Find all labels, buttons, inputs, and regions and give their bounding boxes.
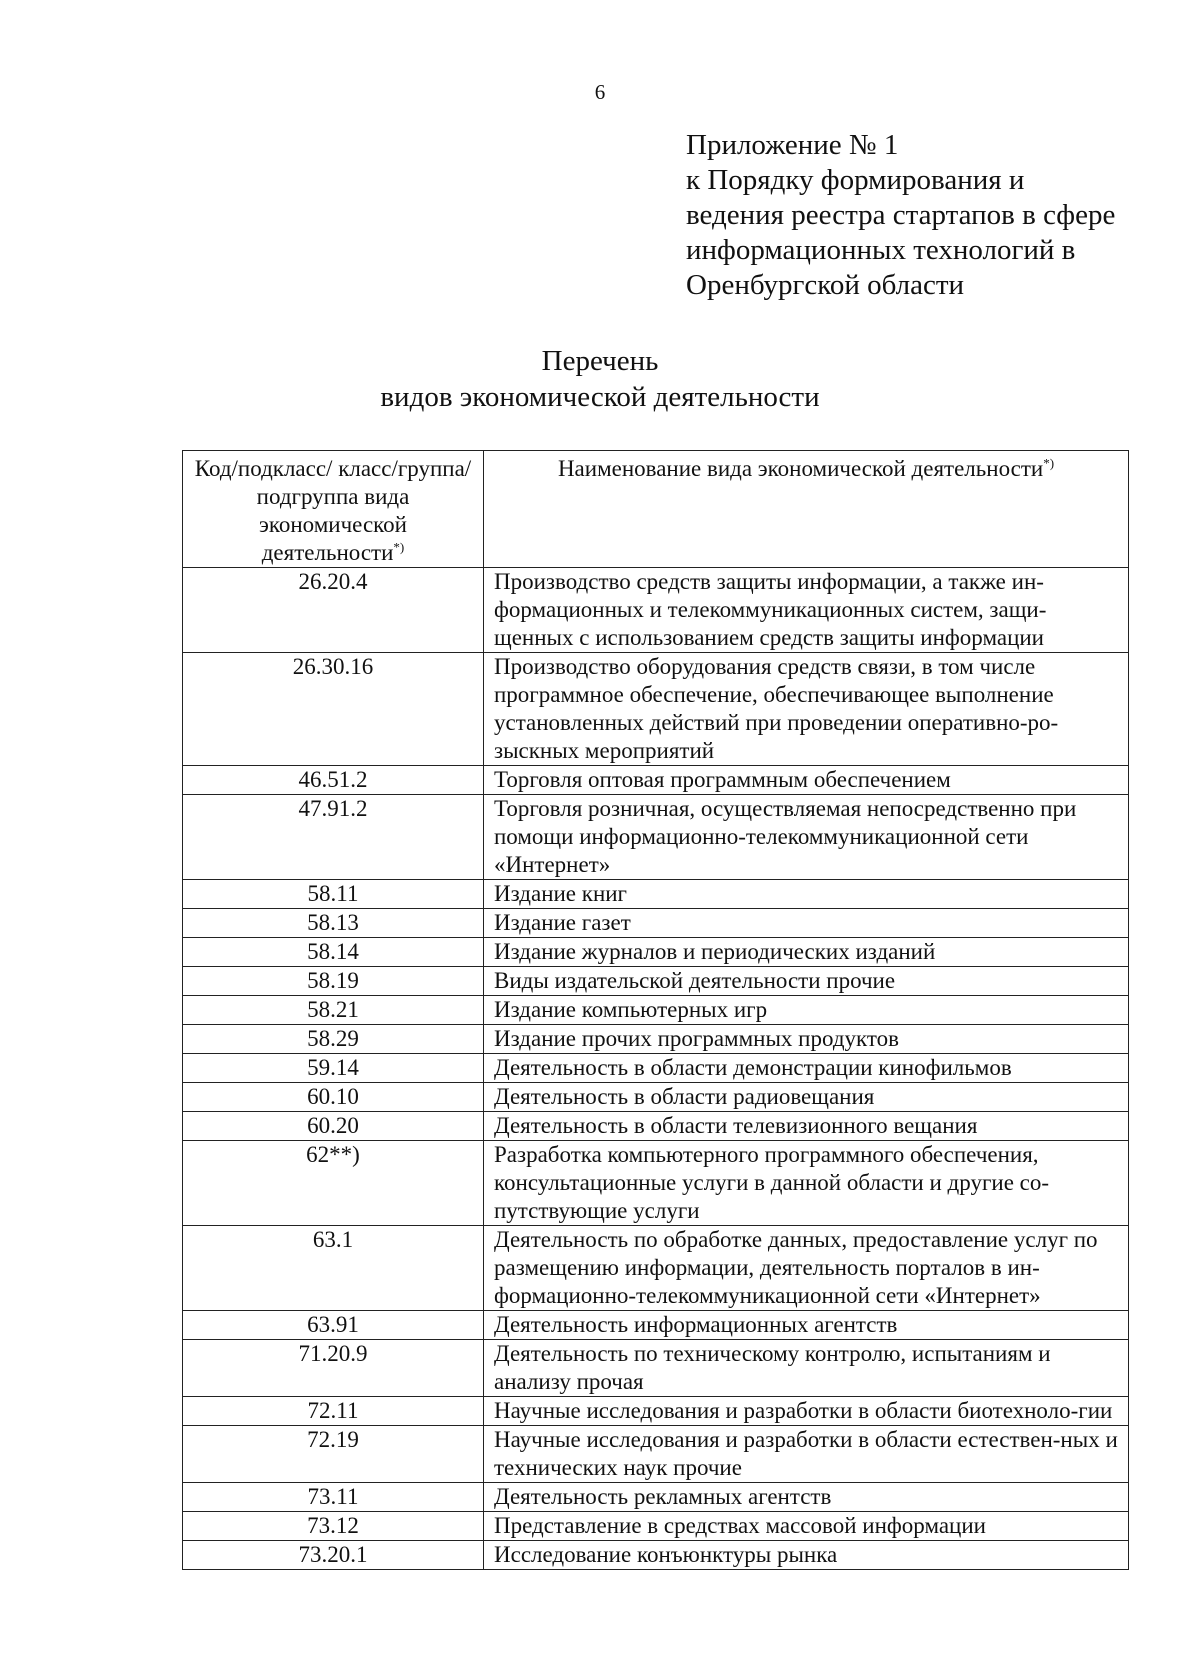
table-body xyxy=(183,568,1129,1570)
appendix-line: к Порядку формирования и xyxy=(686,164,1025,196)
table-row xyxy=(183,1311,1129,1340)
activity-name: Деятельность рекламных агентств xyxy=(484,1483,1129,1512)
code-column-header xyxy=(183,451,484,568)
activity-code: 46.51.2 xyxy=(183,766,484,795)
activity-code: 26.30.16 xyxy=(183,653,484,766)
table-row xyxy=(183,1226,1129,1311)
activity-name: Деятельность в области радиовещания xyxy=(484,1083,1129,1112)
activity-code: 59.14 xyxy=(183,1054,484,1083)
activity-code: 73.20.1 xyxy=(183,1541,484,1570)
table-row xyxy=(183,795,1129,880)
title-line-2: видов экономической деятельности xyxy=(380,381,820,413)
table-row xyxy=(183,1141,1129,1226)
activity-name: Деятельность в области телевизионного вещания xyxy=(484,1112,1129,1141)
activity-code: 60.20 xyxy=(183,1112,484,1141)
table-row xyxy=(183,766,1129,795)
activity-code: 58.19 xyxy=(183,967,484,996)
name-header-text: Наименование вида экономической деятельности xyxy=(557,456,1044,481)
code-header-text: Код/подкласс/ класс/группа/подгруппа вида экономической деятельности xyxy=(194,456,472,565)
activity-code: 72.19 xyxy=(183,1426,484,1483)
activity-code: 47.91.2 xyxy=(183,795,484,880)
activity-code: 71.20.9 xyxy=(183,1340,484,1397)
table-row xyxy=(183,938,1129,967)
table-row xyxy=(183,1025,1129,1054)
appendix-heading xyxy=(686,128,1186,303)
activity-code: 60.10 xyxy=(183,1083,484,1112)
activity-code: 58.21 xyxy=(183,996,484,1025)
activity-name: Издание прочих программных продуктов xyxy=(484,1025,1129,1054)
table-row xyxy=(183,653,1129,766)
table-row xyxy=(183,1054,1129,1083)
activity-name: Торговля розничная, осуществляемая непосредственно при помощи информационно-телекоммуникационной сети «Интернет» xyxy=(484,795,1129,880)
activity-code: 73.11 xyxy=(183,1483,484,1512)
table-row xyxy=(183,1483,1129,1512)
activity-name: Деятельность по техническому контролю, испытаниям и анализу прочая xyxy=(484,1340,1129,1397)
activity-name: Исследование конъюнктуры рынка xyxy=(484,1541,1129,1570)
activity-code: 63.91 xyxy=(183,1311,484,1340)
appendix-line: Приложение № 1 xyxy=(686,129,899,161)
page-number: 6 xyxy=(594,80,606,104)
title-line-1: Перечень xyxy=(541,345,659,377)
table-row xyxy=(183,996,1129,1025)
document-title xyxy=(0,343,1200,415)
activity-code: 26.20.4 xyxy=(183,568,484,653)
activity-name: Издание журналов и периодических изданий xyxy=(484,938,1129,967)
activity-name: Деятельность информационных агентств xyxy=(484,1311,1129,1340)
activity-name: Деятельность в области демонстрации кинофильмов xyxy=(484,1054,1129,1083)
activity-name: Производство оборудования средств связи, в том числе программное обеспечение, обеспечивающее выполнение установленных действий при проведении оперативно-ро-зыскных мероприятий xyxy=(484,653,1129,766)
name-header-footnote-mark: *) xyxy=(1043,455,1055,471)
appendix-line: ведения реестра стартапов в сфере xyxy=(686,199,1116,231)
appendix-line: Оренбургской области xyxy=(686,269,965,301)
activity-code: 73.12 xyxy=(183,1512,484,1541)
table-row xyxy=(183,1426,1129,1483)
activity-code: 72.11 xyxy=(183,1397,484,1426)
activity-name: Издание газет xyxy=(484,909,1129,938)
activity-name: Издание компьютерных игр xyxy=(484,996,1129,1025)
table-row xyxy=(183,1512,1129,1541)
activity-name: Виды издательской деятельности прочие xyxy=(484,967,1129,996)
activity-name: Представление в средствах массовой информации xyxy=(484,1512,1129,1541)
table-row xyxy=(183,909,1129,938)
activity-name: Научные исследования и разработки в области естествен-ных и технических наук прочие xyxy=(484,1426,1129,1483)
table-header-row xyxy=(183,451,1129,568)
activity-code: 58.11 xyxy=(183,880,484,909)
table-row xyxy=(183,880,1129,909)
activity-code: 63.1 xyxy=(183,1226,484,1311)
activity-name: Разработка компьютерного программного обеспечения, консультационные услуги в данной области и другие со-путствующие услуги xyxy=(484,1141,1129,1226)
activities-table xyxy=(182,450,1129,1570)
activity-code: 62**) xyxy=(183,1141,484,1226)
table-row xyxy=(183,1397,1129,1426)
activity-code: 58.29 xyxy=(183,1025,484,1054)
activity-code: 58.14 xyxy=(183,938,484,967)
table-row xyxy=(183,1083,1129,1112)
table-row xyxy=(183,1340,1129,1397)
table-row xyxy=(183,568,1129,653)
appendix-line: информационных технологий в xyxy=(686,234,1076,266)
activity-name: Издание книг xyxy=(484,880,1129,909)
table-row xyxy=(183,1112,1129,1141)
activity-name: Производство средств защиты информации, а также ин-формационных и телекоммуникационных систем, защи-щенных с использованием средств защиты информации xyxy=(484,568,1129,653)
activity-name: Научные исследования и разработки в области биотехноло-гии xyxy=(484,1397,1129,1426)
activity-name: Деятельность по обработке данных, предоставление услуг по размещению информации, деятельность порталов в ин-формационно-телекоммуникационной сети «Интернет» xyxy=(484,1226,1129,1311)
activity-code: 58.13 xyxy=(183,909,484,938)
table-row xyxy=(183,967,1129,996)
code-header-footnote-mark: *) xyxy=(393,539,405,555)
name-column-header xyxy=(484,451,1129,568)
table-row xyxy=(183,1541,1129,1570)
activity-name: Торговля оптовая программным обеспечением xyxy=(484,766,1129,795)
